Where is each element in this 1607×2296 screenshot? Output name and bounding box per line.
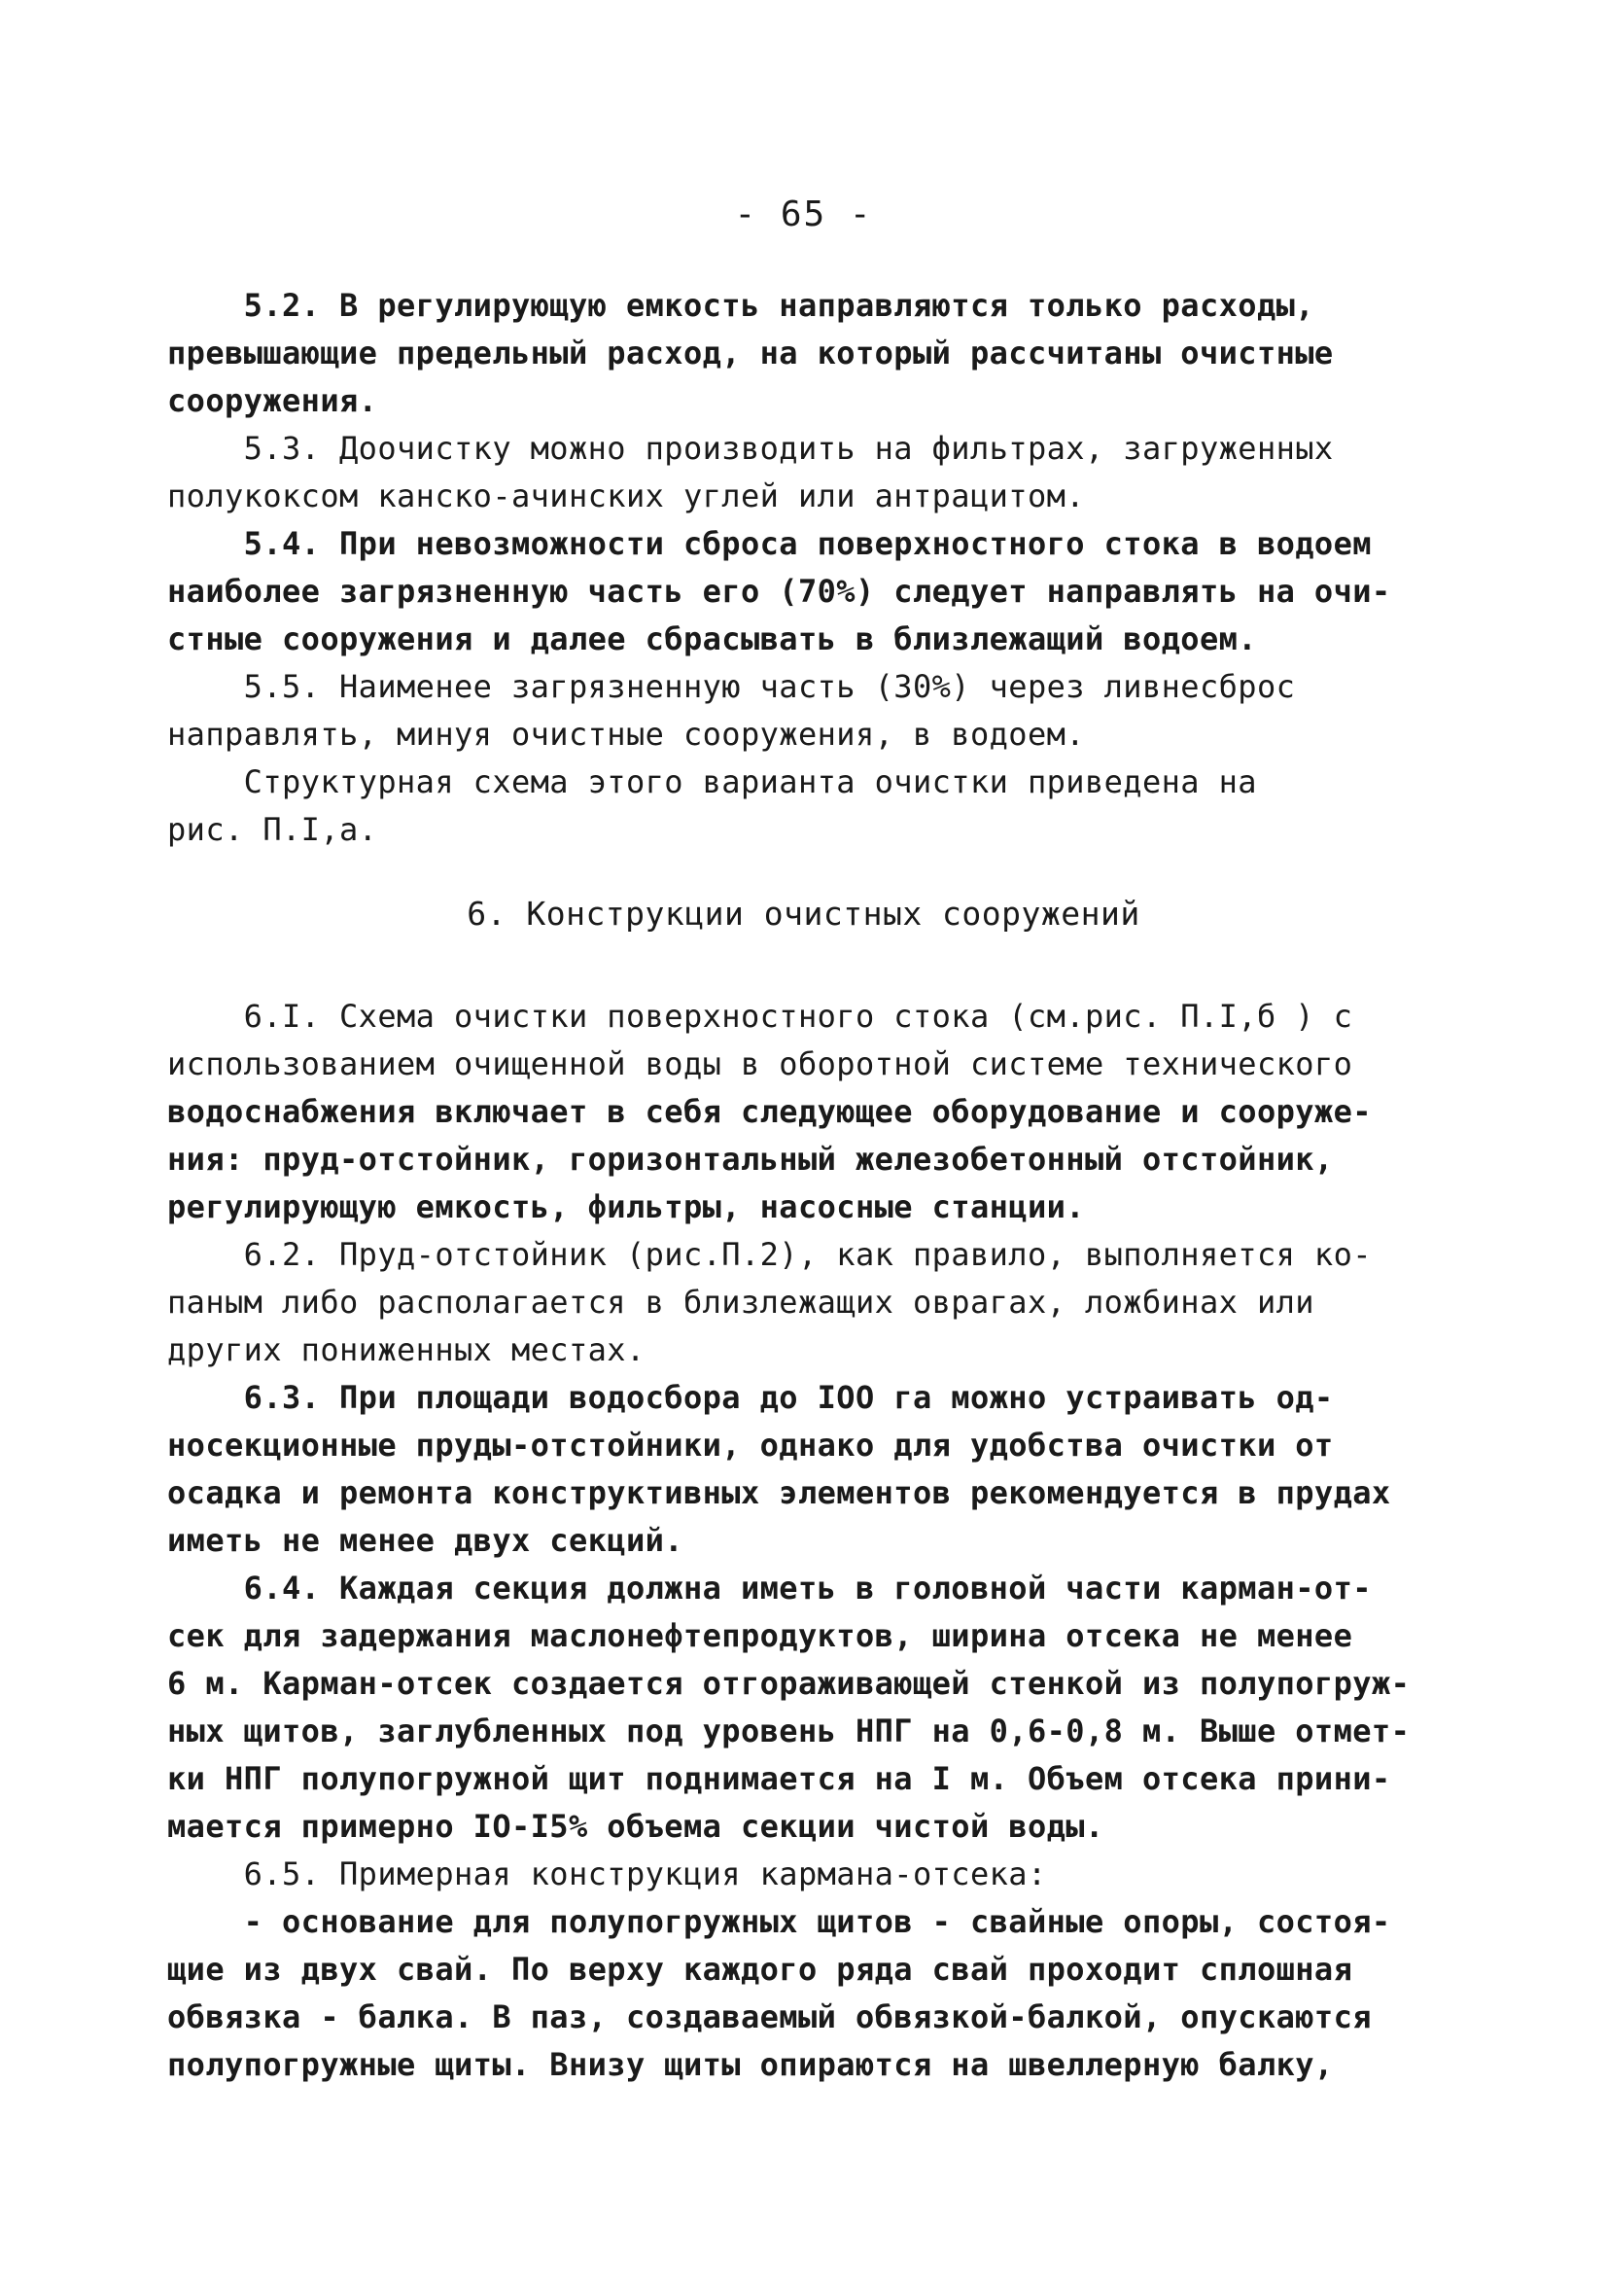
text-line: - основание для полупогружных щитов - свайные опоры, состоя- xyxy=(167,1903,1391,1940)
text-line: 6.5. Примерная конструкция кармана-отсека: xyxy=(167,1855,1047,1892)
text-line: рис. П.I,а. xyxy=(167,811,378,848)
text-line: обвязка - балка. В паз, создаваемый обвязкой-балкой, опускаются xyxy=(167,1998,1372,2035)
text-line: осадка и ремонта конструктивных элементов рекомендуется в прудах xyxy=(167,1474,1391,1511)
text-line: мается примерно IO-I5% объема секции чистой воды. xyxy=(167,1808,1104,1845)
text-line: полупогружные щиты. Внизу щиты опираются на швеллерную балку, xyxy=(167,2046,1334,2083)
text-line: паным либо располагается в близлежащих оврагах, ложбинах или xyxy=(167,1284,1314,1321)
text-line: 6.3. При площади водосбора до IOO га можно устраивать од- xyxy=(167,1379,1334,1416)
text-line: стные сооружения и далее сбрасывать в близлежащий водоем. xyxy=(167,620,1257,657)
text-line: ных щитов, заглубленных под уровень НПГ на 0,6-0,8 м. Выше отмет- xyxy=(167,1713,1411,1749)
text-line: 5.4. При невозможности сброса поверхностного стока в водоем xyxy=(167,525,1372,562)
text-line: полукоксом канско-ачинских углей или антрацитом. xyxy=(167,477,1085,514)
text-line: регулирующую емкость, фильтры, насосные станции. xyxy=(167,1188,1085,1225)
text-line: ки НПГ полупогружной щит поднимается на I м. Объем отсека прини- xyxy=(167,1760,1391,1797)
page-number: - 65 - xyxy=(734,194,873,234)
text-line: 5.5. Наименее загрязненную часть (30%) через ливнесброс xyxy=(167,668,1296,705)
text-line: носекционные пруды-отстойники, однако для удобства очистки от xyxy=(167,1427,1334,1464)
text-line: сооружения. xyxy=(167,382,378,419)
text-line: 5.3. Доочистку можно производить на фильтрах, загруженных xyxy=(167,430,1334,467)
text-line: использованием очищенной воды в оборотной системе технического xyxy=(167,1045,1353,1082)
text-line: иметь не менее двух секций. xyxy=(167,1522,683,1559)
text-line: направлять, минуя очистные сооружения, в водоем. xyxy=(167,716,1085,753)
text-line: 6.I. Схема очистки поверхностного стока (см.рис. П.I,б ) с xyxy=(167,998,1353,1035)
text-line: наиболее загрязненную часть его (70%) следует направлять на очи- xyxy=(167,573,1391,610)
text-line: 6.4. Каждая секция должна иметь в головной части карман-от- xyxy=(167,1570,1372,1607)
text-line: щие из двух свай. По верху каждого ряда свай проходит сплошная xyxy=(167,1951,1353,1988)
section-heading: 6. Конструкции очистных сооружений xyxy=(467,895,1140,933)
text-line: ния: пруд-отстойник, горизонтальный железобетонный отстойник, xyxy=(167,1141,1334,1178)
text-line: превышающие предельный расход, на который рассчитаны очистные xyxy=(167,335,1334,371)
text-line: 5.2. В регулирующую емкость направляются только расходы, xyxy=(167,287,1314,324)
text-line: Структурная схема этого варианта очистки приведена на xyxy=(167,763,1257,800)
text-line: 6 м. Карман-отсек создается отгораживающей стенкой из полупогруж- xyxy=(167,1665,1411,1702)
text-line: сек для задержания маслонефтепродуктов, ширина отсека не менее xyxy=(167,1617,1353,1654)
text-line: водоснабжения включает в себя следующее оборудование и сооруже- xyxy=(167,1093,1372,1130)
text-line: других пониженных местах. xyxy=(167,1331,646,1368)
text-line: 6.2. Пруд-отстойник (рис.П.2), как правило, выполняется ко- xyxy=(167,1236,1372,1273)
